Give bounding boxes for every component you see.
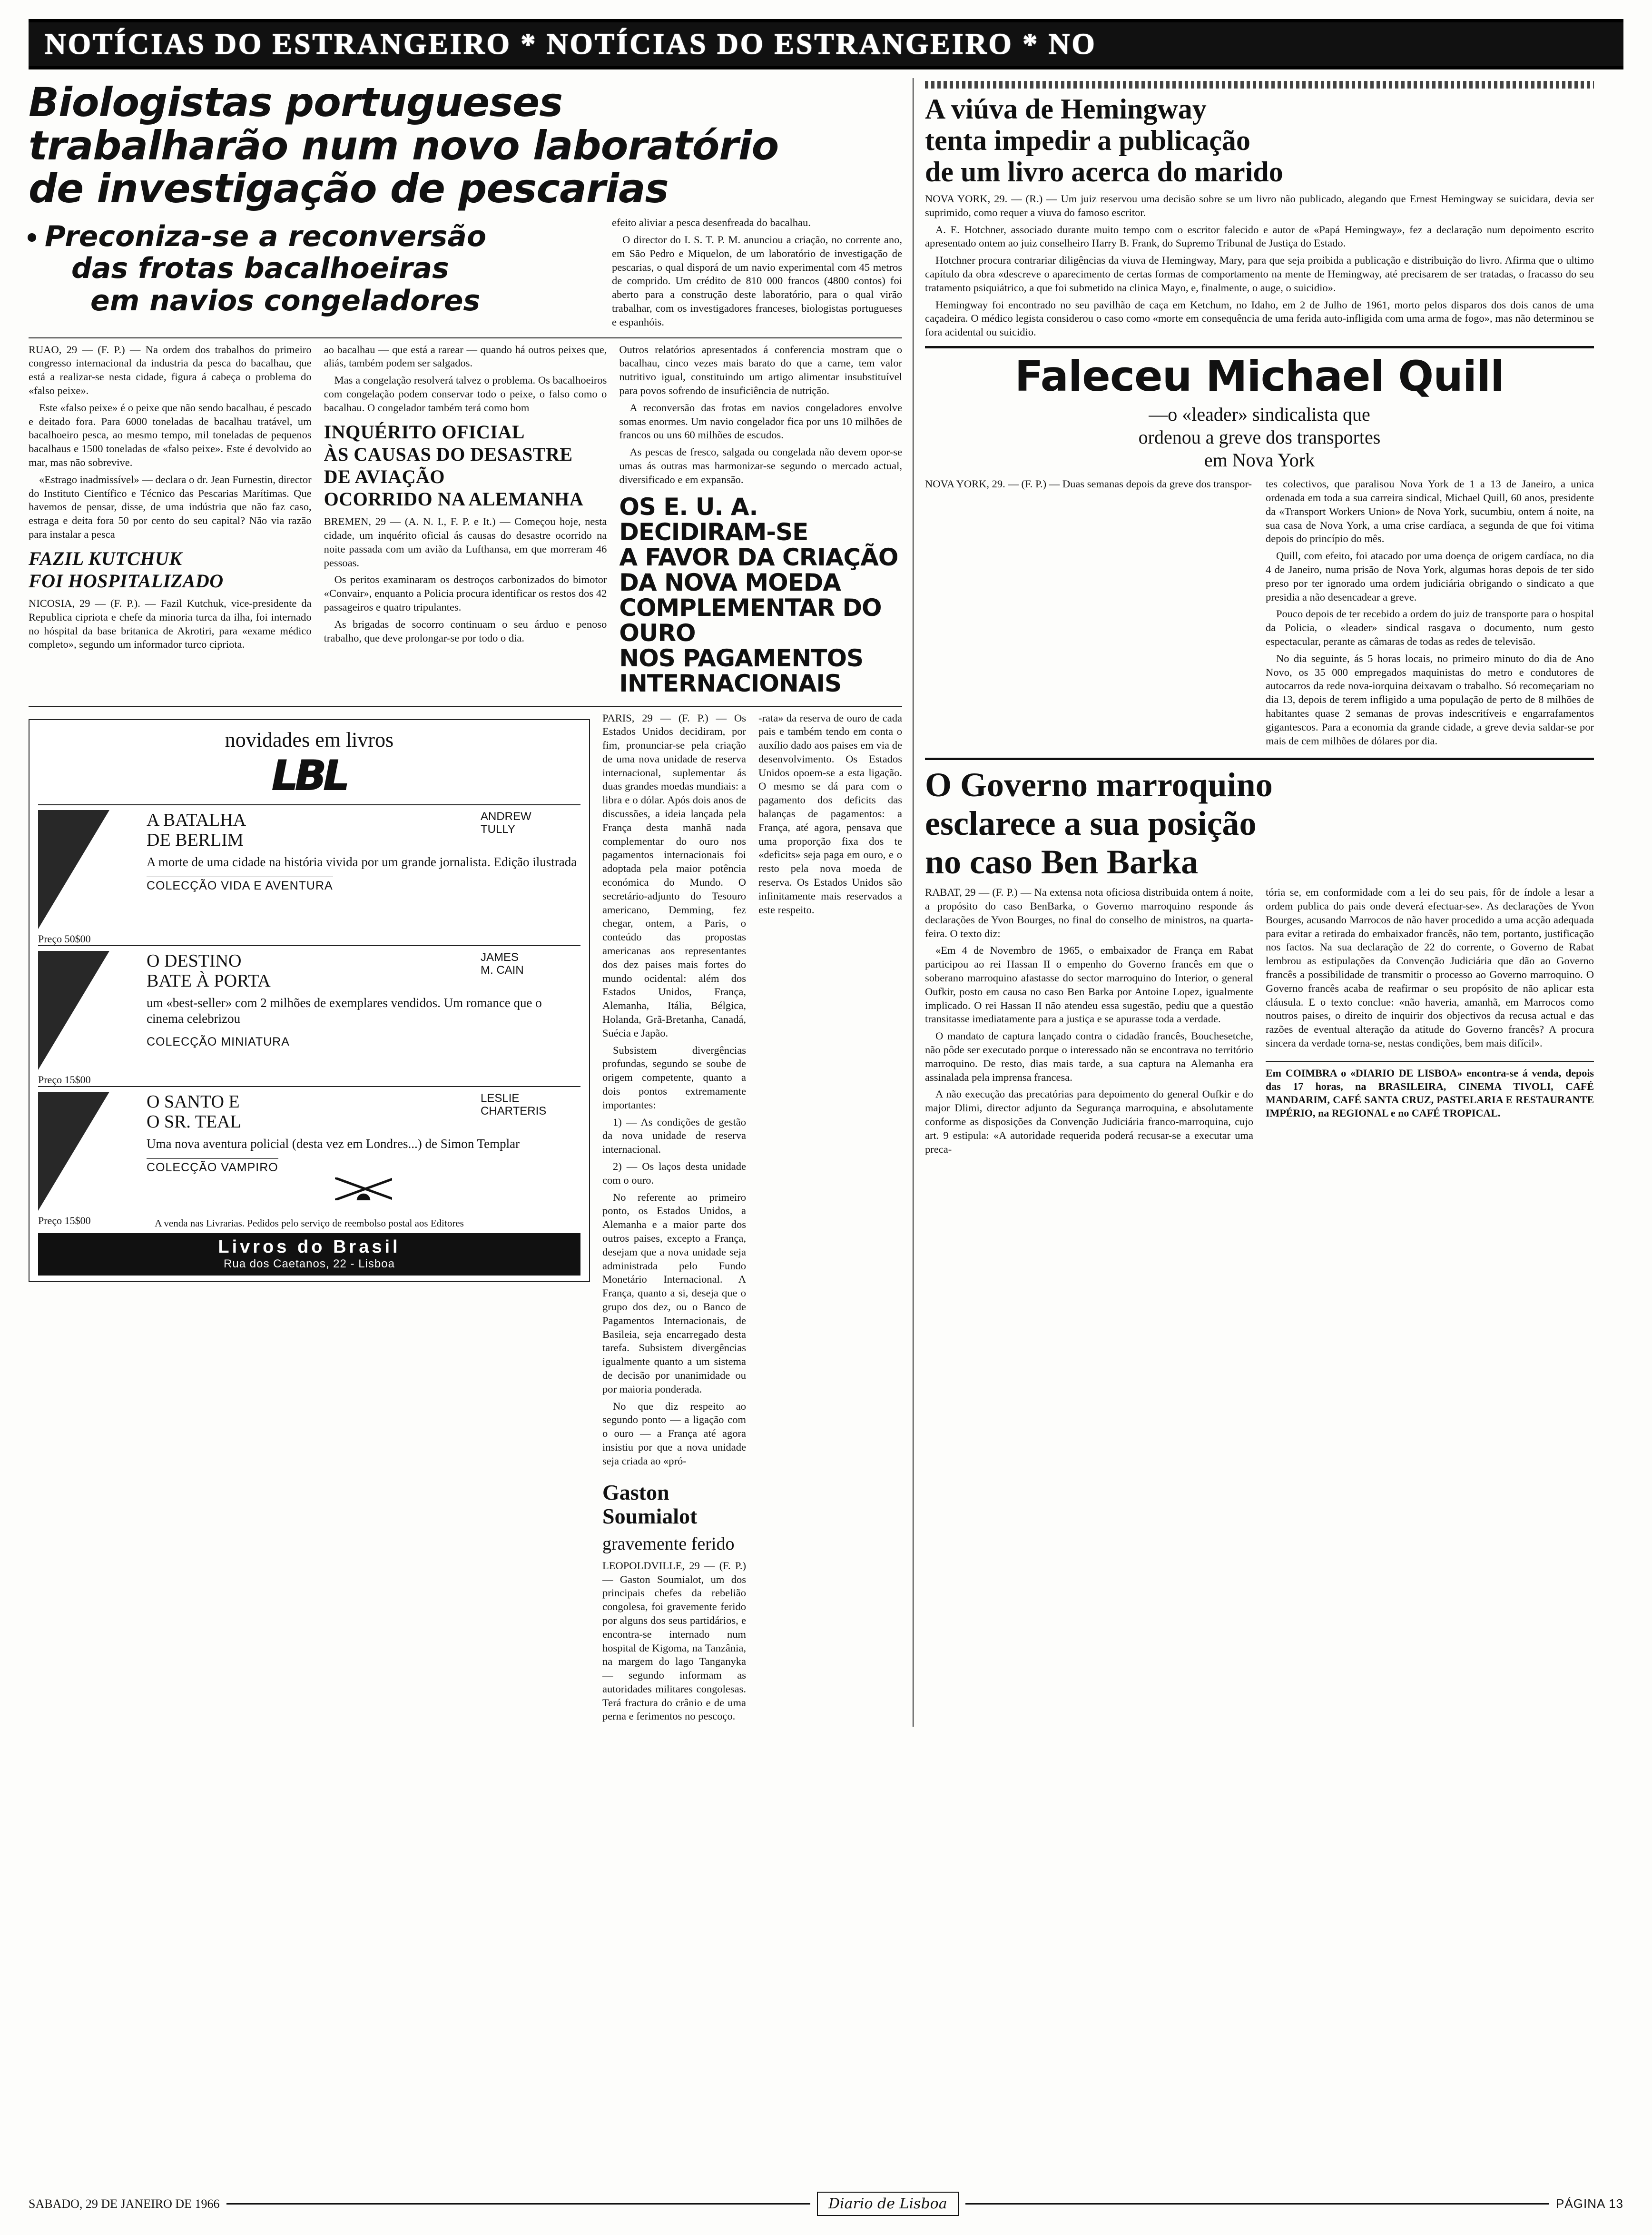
- divider: [29, 706, 902, 707]
- inquerito-headline-line2: ÀS CAUSAS DO DESASTRE: [324, 443, 573, 465]
- paragraph: No dia seguinte, ás 5 horas locais, no primeiro minuto do dia de Ano Novo, os 35 000 empregados maquinistas do metro e condutores de autocarros da rede nova-iorquina deixavam o trabalho. Só recomeçariam no dia 13, depois de terem infligido a uma população de perto de 8 milhões de habitantes quase 2 semanas de provas indescritíveis e engarrafamentos gigantescos. Para a economia da grande cidade, a greve devia saldar-se por mais de cem milhões de dólares por dia.: [1266, 652, 1594, 747]
- book-cover-image: [38, 951, 138, 1086]
- publisher-address: Rua dos Caetanos, 22 - Lisboa: [224, 1257, 395, 1270]
- paragraph: RUAO, 29 — (F. P.) — Na ordem dos trabalhos do primeiro congresso internacional da industria da pesca do bacalhau, que está a realizar-se nesta cidade, figura á cabeça o problema do «falso peixe».: [29, 343, 312, 396]
- eua-headline-line1: OS E. U. A. DECIDIRAM-SE: [619, 493, 808, 546]
- marrocos-body: [925, 886, 1594, 1159]
- lead-col2: [324, 343, 607, 701]
- footer-date: SABADO, 29 DE JANEIRO DE 1966: [29, 2196, 220, 2211]
- paragraph: As brigadas de socorro continuam o seu árduo e penoso trabalho, que deve prolongar-se por todo o dia.: [324, 618, 607, 644]
- paragraph: 2) — Os laços desta unidade com o ouro.: [602, 1160, 746, 1186]
- footer-rule: [965, 2203, 1549, 2205]
- paragraph: A reconversão das frotas em navios congeladores envolve somas enormes. Um navio congelador fica por uns 10 milhões de francos ou uns 60 milhões de escudos.: [619, 401, 903, 441]
- paragraph: Outros relatórios apresentados á conferencia mostram que o bacalhau, cinco vezes mais barato do que a carne, tem valor nutritivo igual, constituindo um artigo alimentar insubstituível para povos sofrendo de insuficiência de nutrição.: [619, 343, 903, 396]
- marrocos-col2: [1266, 886, 1594, 1159]
- divider: [38, 945, 580, 946]
- masthead-banner: [29, 19, 1623, 69]
- book-author-line1: JAMES: [481, 950, 519, 964]
- book-author-line2: M. CAIN: [481, 964, 524, 977]
- lead-headline-line2: trabalharão num novo laboratório: [29, 122, 779, 169]
- book-description: A morte de uma cidade na história vivida por um grande jornalista. Edição ilustrada: [147, 854, 577, 869]
- paragraph: Mas a congelação resolverá talvez o problema. Os bacalhoeiros com congelação podem conservar todo o peixe, o falso como o bacalhau. O congelador também terá como bom: [324, 374, 607, 414]
- paragraph: LEOPOLDVILLE, 29 — (F. P.) — Gaston Soumialot, um dos principais chefes da rebelião congolesa, foi gravemente ferido por alguns dos seus partidários, e encontra-se internado num hospital de Kigoma, na Tanzânia, na margem do lago Tanganyka — segundo informam as autoridades militares congolesas. Terá fractura do crânio e de uma perna e ferimentos no pescoço.: [602, 1559, 746, 1722]
- lead-headline: [29, 81, 902, 210]
- paragraph: Hotchner procura contrariar diligências da viuva de Hemingway, Mary, para que seja proibida a publicação e distribuição do livro. Afirma que o ultimo capítulo da obra «descreve o aparecimento de certas formas de comportamento na mente de Hemingway, até precisarem de ser tratadas, o fracasso do seu tratamento psiquiátrico, a que foi submetido na clinica Mayo, e, finalmente, o auge, o suicidio».: [925, 254, 1594, 294]
- book-collection: COLECÇÃO MINIATURA: [147, 1033, 290, 1049]
- quill-col1: [925, 477, 1253, 751]
- soumialot-headline-line1: Gaston Soumialot: [602, 1480, 698, 1529]
- paragraph: Quill, com efeito, foi atacado por uma doença de origem cardíaca, no dia 4 de Janeiro, numa prisão de Nova York, algumas horas depois de ter sido preso por ter ignorado uma ordem judiciária obrigando o sindicato a que presidia a não desencadear a greve.: [1266, 550, 1594, 603]
- eua-headline-line5: NOS PAGAMENTOS INTERNACIONAIS: [619, 644, 863, 697]
- book-title-line1: A BATALHA: [147, 810, 246, 830]
- book-author: [481, 810, 580, 836]
- paragraph: BREMEN, 29 — (A. N. I., F. P. e It.) — Começou hoje, nesta cidade, um inquérito oficial ás causas do desastre ocorrido na noite passada com um avião da Lufthansa, em que morreram 46 pessoas.: [324, 515, 607, 569]
- page-body: [29, 78, 1623, 1727]
- eua-headline-line2: A FAVOR DA CRIAÇÃO: [619, 543, 898, 571]
- lead-sub-line2: das frotas bacalhoeiras: [71, 252, 449, 286]
- book-author-line2: TULLY: [481, 823, 515, 836]
- quill-body: [925, 477, 1594, 751]
- paragraph: tes colectivos, que paralisou Nova York de 1 a 13 de Janeiro, a unica ordenada em toda a sua carreira sindical, Michael Quill, 60 anos, presidente da «Transport Workers Union» de Nova York, sucumbiu, ontem á noite, na sua casa de Nova York, a uma crise cardíaca, a segunda de que foi vitima depois do princípio do mês.: [1266, 478, 1594, 545]
- masthead-text: NOTÍCIAS DO ESTRANGEIRO * NOTÍCIAS DO ESTRANGEIRO * NO: [45, 28, 1097, 60]
- bullet-icon: [28, 233, 36, 242]
- paragraph: «Em 4 de Novembro de 1965, o embaixador de França em Rabat participou ao rei Hassan II o empenho do Governo francês em que o soberano marroquino afastasse do sector marroquino do Interior, o general Oufkir, posto em causa no caso Ben Barka por Antoine Lopez, igualmente implicado. O rei Hassan II não atendeu essa sugestão, pediu que a questão transitasse imediatamente para a justiça e se apurasse toda a verdade.: [925, 944, 1253, 1025]
- paragraph: efeito aliviar a pesca desenfreada do bacalhau.: [612, 217, 811, 229]
- eua-col1: [602, 712, 746, 1727]
- page-number: PÁGINA 13: [1556, 2196, 1623, 2211]
- paragraph: NICOSIA, 29 — (F. P.). — Fazil Kutchuk, vice-presidente da Republica cipriota e chefe da minoria turca da ilha, foi internado no hóspital da base britanica de Akrotiri, para «exame médico completo», segundo um informador turco cipriota.: [29, 597, 312, 651]
- marrocos-headline-line3: no caso Ben Barka: [925, 842, 1199, 881]
- divider: [38, 804, 580, 805]
- book-author-line2: CHARTERIS: [481, 1105, 547, 1118]
- ornament-rule: [925, 81, 1594, 89]
- paragraph: A. E. Hotchner, associado durante muito tempo com o escritor falecido e autor de «Papá Hemingway», fez a declaração num depoimento escrito apresentado ontem ao juiz conselheiro Harry B. Frank, do Supremo Tribunal de Justiça do Estado.: [925, 223, 1594, 249]
- book-ad[interactable]: [29, 719, 590, 1282]
- divider: [925, 346, 1594, 348]
- quill-dek: [925, 403, 1594, 472]
- lead-sub-line1: Preconiza-se a reconversão: [45, 220, 487, 254]
- marrocos-headline-line1: O Governo marroquino: [925, 766, 1273, 804]
- coimbra-notice: Em COIMBRA o «DIARIO DE LISBOA» encontra-se á venda, depois das 17 horas, na BRASILEIRA, CINEMA TIVOLI, CAFÉ MANDARIM, CAFÉ SANTA CRUZ, PASTELARIA E RESTAURANTE IMPÉRIO, na REGIONAL e no CAFÉ TROPICAL.: [1266, 1067, 1594, 1119]
- cover-shape-icon: [38, 810, 109, 929]
- paragraph: ao bacalhau — que está a rarear — quando há outros peixes que, aliás, também podem ser salgados.: [324, 343, 607, 369]
- paragraph: No referente ao primeiro ponto, os Estados Unidos, a Alemanha e a maior parte dos outros paises, excepto a França, desejam que a nova unidade seja administrada pelo Fundo Monetário Internacional. A França, quanto a si, deseja que o grupo dos dez, ou o Banco de Pagamentos Internacionais, de Basileia, seja encarregado desta tarefa. Subsistem divergências igualmente quanto a um sistema de decisão por unanimidade ou por maioria ponderada.: [602, 1191, 746, 1395]
- ad-book-item[interactable]: [38, 810, 580, 945]
- footer-logo: Diario de Lisboa: [817, 2192, 959, 2216]
- paragraph: A não execução das precatórias para depoimento do general Oufkir e do major Dlimi, director adjunto da Segurança marroquina, e absolutamente conforme as disposições da Convenção Judiciária franco-marroquina, cujo art. 9 estipula: «A autoridade requerida poderá recusar-se a executar uma preca-: [925, 1088, 1253, 1155]
- book-title: [147, 951, 271, 991]
- paragraph: O director do I. S. T. P. M. anunciou a criação, no corrente ano, em São Pedro e Miquelon, de um laboratório de investigação de pescarias, o qual disporá de um navio experimental com 45 metros de comprido. Um crédito de 810 000 francos (4800 contos) foi aberto para a construção deste laboratório, para o qual virão trabalhar, com os investigadores franceses, biologistas portugueses e espanhóis.: [612, 233, 902, 328]
- cover-shape-icon: [38, 951, 109, 1070]
- book-price: Preço 15$00: [38, 1073, 91, 1086]
- publisher-name: Livros do Brasil: [218, 1236, 401, 1257]
- lead-top-area: [29, 216, 902, 332]
- marrocos-headline-line2: esclarece a sua posição: [925, 804, 1257, 842]
- hemingway-body: [925, 192, 1594, 339]
- book-title-line2: DE BERLIM: [147, 830, 244, 850]
- divider: [38, 1086, 580, 1087]
- book-author-line1: LESLIE: [481, 1091, 520, 1105]
- paragraph: RABAT, 29 — (F. P.) — Na extensa nota oficiosa distribuida ontem á noite, a propósito do caso BenBarka, o Governo marroquino responde ás declarações de Yvon Bourges, no final do conselho de ministros, na quarta-feira. O texto diz:: [925, 886, 1253, 939]
- page-footer: [29, 2192, 1623, 2216]
- bat-icon: [335, 1177, 392, 1200]
- divider: [29, 337, 902, 338]
- soumialot-headline: [602, 1481, 746, 1529]
- spacer: [758, 920, 902, 1120]
- inquerito-headline: [324, 421, 607, 511]
- divider: [1266, 1061, 1594, 1062]
- lead-headline-line3: de investigação de pescarias: [29, 165, 669, 212]
- paragraph: «Estrago inadmissível» — declara o dr. Jean Furnestin, director do Instituto Científico e Técnico das Pescarias Marítimas. Que havemos de pensar, disse, de uma indústria que não faz caso, estraga e deita fora 50 por cento do seu capital? Não via razão para instalar a pesca: [29, 473, 312, 540]
- book-title-line2: BATE À PORTA: [147, 971, 271, 991]
- paragraph: -rata» da reserva de ouro de cada pais e também tendo em conta o auxílio dado aos paises em via de desenvolvimento. Os Estados Unidos opoem-se a esta ligação. O mesmo se dá para com o pagamento dos deficits das balanças de pagamentos: a França, até agora, pensava que uma proporção fixa dos te «deficits» seja paga em ouro, e o resto pela nova moeda de reserva. Os Estados Unidos são infinitamente mais reservados a este respeito.: [758, 712, 902, 916]
- lead-col1: [29, 343, 312, 701]
- book-price: Preço 15$00: [38, 1214, 91, 1226]
- lead-col3: [619, 343, 902, 701]
- quill-dek-line2: ordenou a greve dos transportes: [1138, 426, 1381, 448]
- paragraph: Os peritos examinaram os destroços carbonizados do bimotor «Convair», enquanto a Policia procura identificar os restos dos 42 passageiros e quatro tripulantes.: [324, 574, 607, 613]
- cover-shape-icon: [38, 1092, 109, 1211]
- eua-headline: [619, 494, 902, 696]
- book-title: [147, 810, 246, 850]
- hemingway-headline: [925, 93, 1594, 188]
- book-cover-image: [38, 810, 138, 945]
- lead-body-columns: [29, 343, 902, 701]
- book-price: Preço 50$00: [38, 932, 91, 945]
- eua-headline-line4: COMPLEMENTAR DO OURO: [619, 593, 882, 647]
- book-ad-container: [29, 712, 590, 1727]
- paragraph: 1) — As condições de gestão da nova unidade de reserva internacional.: [602, 1116, 746, 1156]
- book-author: [481, 1092, 580, 1118]
- inquerito-headline-line1: INQUÉRITO OFICIAL: [324, 421, 525, 443]
- ad-publisher[interactable]: [38, 1233, 580, 1276]
- book-cover-image: [38, 1092, 138, 1226]
- quill-col2: [1266, 477, 1594, 751]
- lead-headline-line1: Biologistas portugueses: [29, 79, 563, 126]
- right-section: [914, 78, 1594, 1727]
- paragraph: Pouco depois de ter recebido a ordem do juiz de transporte para o hospital da Policia, o «leader» sindical rasgava o documento, num gesto espectacular, perante as câmaras de todas as redes de televisão.: [1266, 608, 1594, 647]
- paragraph: NOVA YORK, 29. — (R.) — Um juiz reservou uma decisão sobre se um livro não publicado, alegando que Ernest Hemingway se suicidara, devia ser suprimido, como requer a viuva do famoso escritor.: [925, 193, 1594, 218]
- ad-book-text: [147, 951, 580, 1049]
- inquerito-headline-line3: DE AVIAÇÃO: [324, 465, 445, 487]
- book-description: Uma nova aventura policial (desta vez em Londres...) de Simon Templar: [147, 1136, 520, 1151]
- lower-left-area: [29, 712, 902, 1727]
- eua-col2: [758, 712, 902, 1727]
- book-title: [147, 1092, 241, 1132]
- lead-subheadline: [45, 221, 600, 317]
- eua-headline-line3: DA NOVA MOEDA: [619, 568, 841, 596]
- soumialot-dek: gravemente ferido: [602, 1533, 735, 1554]
- footer-rule: [226, 2203, 810, 2205]
- quill-headline: Faleceu Michael Quill: [1014, 351, 1504, 401]
- book-title-line2: O SR. TEAL: [147, 1112, 241, 1132]
- paragraph: PARIS, 29 — (F. P.) — Os Estados Unidos decidiram, por fim, pronunciar-se pela criação de uma nova unidade de reserva internacional, suplementar ás duas grandes moedas mundiais: a libra e o dólar. Após dois anos de discussões, a ideia lançada pela França desta manhã nada complementar do ouro nos pagamentos internacionais foi adoptada pela maior potência económica do Mundo. O secretário-adjunto do Tesouro americano, Demming, fez chegar, ontem, a Paris, o conteúdo das propostas americanas aos representantes dos dez paises mais fortes do mundo ocidental: além dos Estados Unidos, França, Alemanha, Itália, Bélgica, Holanda, Grã-Bretanha, Canadá, Suécia e Japão.: [602, 712, 746, 1039]
- paragraph: Subsistem divergências profundas, segundo se soube de origem competente, quanto a dois pontos extremamente importantes:: [602, 1044, 746, 1111]
- lead-col3-top: [612, 216, 902, 332]
- paragraph: No que diz respeito ao segundo ponto — a ligação com o ouro — a França até agora insistiu por que a nova unidade seja criada ao «pró-: [602, 1400, 746, 1467]
- book-title-line1: O SANTO E: [147, 1091, 240, 1112]
- marrocos-col1: [925, 886, 1253, 1159]
- lead-sub-line3: em navios congeladores: [90, 284, 481, 317]
- book-description: um «best-seller» com 2 milhões de exemplares vendidos. Um romance que o cinema celebrizou: [147, 995, 542, 1026]
- marrocos-headline: [925, 766, 1594, 881]
- paragraph: Hemingway foi encontrado no seu pavilhão de caça em Ketchum, no Idaho, em 2 de Julho de 1961, morto pelos disparos dos dois canos de uma caçadeira. O médico legista considerou o caso como «morte em consequência de uma ferida auto-infligida com uma arma de fogo», mas não determinou se fora acidental ou suicidio.: [925, 298, 1594, 338]
- left-section: [29, 78, 914, 1727]
- book-collection: COLECÇÃO VIDA E AVENTURA: [147, 877, 333, 893]
- paragraph: As pescas de fresco, salgada ou congelada não devem opor-se umas ás outras mas harmonizar-se segundo o mercado actual, diversificado e em expansão.: [619, 446, 903, 485]
- kutchuk-headline-line2: FOI HOSPITALIZADO: [29, 570, 224, 592]
- ad-book-text: [147, 810, 580, 893]
- hemingway-headline-line2: tenta impedir a publicação: [925, 125, 1250, 156]
- quill-dek-line1: —o «leader» sindicalista que: [1149, 404, 1370, 425]
- kutchuk-headline-line1: FAZIL KUTCHUK: [29, 547, 182, 569]
- book-collection: COLECÇÃO VAMPIRO: [147, 1158, 278, 1175]
- book-title-line1: O DESTINO: [147, 950, 242, 971]
- book-author: [481, 951, 580, 977]
- paragraph: NOVA YORK, 29. — (F. P.) — Duas semanas depois da greve dos transpor-: [925, 478, 1252, 490]
- paragraph: Este «falso peixe» é o peixe que não sendo bacalhau, é pescado e deitado fora. Para 6000 toneladas de bacalhau tratável, um bacalhoeiro pesca, ao mesmo tempo, mil toneladas de pequenos bacalhaus e 1500 toneladas de «falso peixe». Este é devolvido ao mar, mas não sobrevive.: [29, 401, 312, 468]
- divider: [925, 758, 1594, 760]
- ad-logo: LBL: [272, 752, 347, 800]
- paragraph: tória se, em conformidade com a lei do seu pais, fôr de índole a lesar a ordem publica do pais onde deverá efectuar-se». As declarações de Yvon Bourges, acusando Marrocos de não haver procedido a uma acção adequada para evitar a retirada do embaixador francês, não tem, portanto, justificação nos factos. Na sua declaração de 22 do corrente, o Governo de Rabat lembrou as estipulações da Convenção Judiciária que dão ao Governo francês a possibilidade de transmitir o processo ao Governo marroquino. O Governo francês acaba de reafirmar o seu propósito de não aplicar esta cláusula. E o texto conclue: «não haveria, amanhã, em Marrocos como noutros paises, o direito de inquirir dos objectivos da recusa actual e das razões de eventual alteração da atitude do Governo francês? A procura sincera da verdade torna-se, nestas condições, bem mais difícil».: [1266, 886, 1594, 1049]
- hemingway-headline-line3: de um livro acerca do marido: [925, 156, 1283, 188]
- book-author-line1: ANDREW: [481, 810, 531, 823]
- ad-book-item[interactable]: [38, 950, 580, 1086]
- kutchuk-headline: [29, 547, 312, 592]
- ad-book-text: [147, 1092, 580, 1200]
- hemingway-headline-line1: A viúva de Hemingway: [925, 93, 1207, 125]
- paragraph: O mandato de captura lançado contra o cidadão francês, Bouchesetche, não pôde ser executado porque o interessado não se encontrava no território marroquino. De resto, dias mais tarde, a sua captura na Alemanha era assinalada pela imprensa francesa.: [925, 1030, 1253, 1083]
- quill-dek-line3: em Nova York: [1204, 449, 1315, 471]
- ad-footnote: A venda nas Livrarias. Pedidos pelo serviço de reembolso postal aos Editores: [155, 1217, 464, 1229]
- ad-kicker: novidades em livros: [225, 728, 394, 752]
- inquerito-headline-line4: OCORRIDO NA ALEMANHA: [324, 488, 584, 510]
